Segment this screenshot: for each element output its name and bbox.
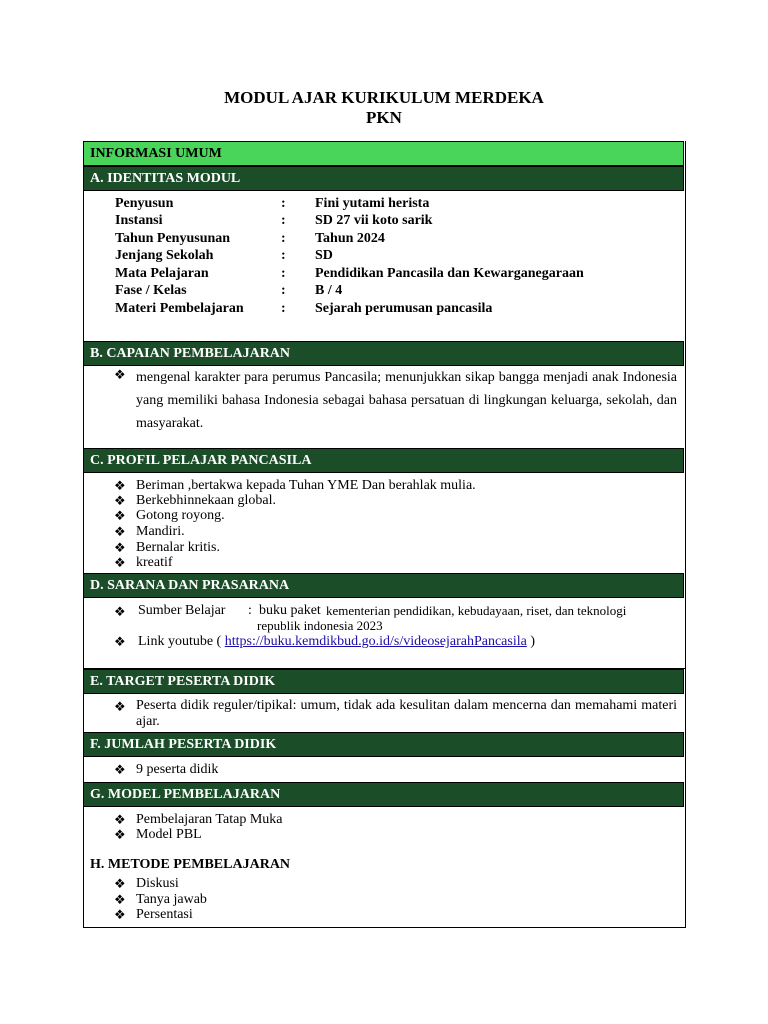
bullet-icon: ❖ (114, 762, 126, 777)
sumber-belajar-label: Sumber Belajar (138, 603, 226, 618)
identitas-separator: : (281, 301, 286, 316)
sumber-belajar-publisher: kementerian pendidikan, kebudayaan, riset, dan teknologi (326, 603, 627, 618)
list-item: Berkebhinnekaan global. (136, 493, 276, 508)
youtube-link[interactable]: https://buku.kemdikbud.go.id/s/videosejarahPancasila (224, 634, 527, 649)
capaian-text: mengenal karakter para perumus Pancasila; menunjukkan sikap bangga menjadi anak Indonesia yang memiliki bahasa Indonesia sebagai bahasa persatuan di lingkungan keluarga, sekolah, dan masyarakat. (136, 370, 677, 431)
youtube-link-suffix: ) (530, 634, 536, 649)
frame-bottom-border (83, 927, 686, 928)
bullet-icon: ❖ (114, 524, 126, 539)
section-header-informasi-umum: INFORMASI UMUM (83, 141, 684, 166)
identitas-label: Jenjang Sekolah (115, 248, 214, 263)
list-item: Diskusi (136, 876, 179, 891)
list-item: Beriman ,bertakwa kepada Tuhan YME Dan berahlak mulia. (136, 478, 476, 493)
youtube-link-prefix: Link youtube ( (138, 634, 222, 649)
bullet-icon: ❖ (114, 493, 126, 508)
list-item: Persentasi (136, 907, 193, 922)
section-header-capaian-pembelajaran: B. CAPAIAN PEMBELAJARAN (83, 341, 684, 366)
section-header-jumlah-peserta: F. JUMLAH PESERTA DIDIK (83, 732, 684, 757)
identitas-label: Materi Pembelajaran (115, 301, 244, 316)
identitas-value: B / 4 (315, 283, 343, 298)
identitas-label: Penyusun (115, 196, 174, 211)
list-item: Mandiri. (136, 524, 185, 539)
list-item: Tanya jawab (136, 892, 207, 907)
identitas-label: Tahun Penyusunan (115, 231, 231, 246)
identitas-separator: : (281, 283, 286, 298)
identitas-separator: : (281, 248, 286, 263)
bullet-icon: ❖ (114, 827, 126, 842)
bullet-icon: ❖ (114, 555, 126, 570)
bullet-icon: ❖ (114, 892, 126, 907)
bullet-icon: ❖ (114, 604, 126, 619)
bullet-icon: ❖ (114, 508, 126, 523)
sumber-belajar-value: buku paket (259, 603, 321, 618)
identitas-value: Tahun 2024 (315, 231, 385, 246)
identitas-label: Instansi (115, 213, 163, 228)
sumber-belajar-publisher-cont: republik indonesia 2023 (257, 618, 383, 633)
bullet-icon: ❖ (114, 634, 126, 649)
section-header-identitas-modul: A. IDENTITAS MODUL (83, 166, 684, 191)
identitas-value: SD 27 vii koto sarik (315, 213, 433, 228)
list-item: Bernalar kritis. (136, 540, 220, 555)
section-header-model-pembelajaran: G. MODEL PEMBELAJARAN (83, 782, 684, 807)
youtube-link-row (138, 634, 535, 650)
bullet-icon: ❖ (114, 540, 126, 555)
identitas-value: Fini yutami herista (315, 196, 430, 211)
section-header-target-peserta: E. TARGET PESERTA DIDIK (83, 669, 684, 694)
list-item: kreatif (136, 555, 173, 570)
sumber-belajar-separator: : (248, 603, 252, 618)
identitas-label: Fase / Kelas (115, 283, 187, 298)
target-text: Peserta didik reguler/tipikal: umum, tidak ada kesulitan dalam mencerna dan memahami materi ajar. (136, 698, 677, 729)
document-subtitle: PKN (366, 108, 402, 127)
identitas-separator: : (281, 231, 286, 246)
section-header-sarana-prasarana: D. SARANA DAN PRASARANA (83, 573, 684, 598)
identitas-separator: : (281, 266, 286, 281)
identitas-value: Sejarah perumusan pancasila (315, 301, 493, 316)
jumlah-text: 9 peserta didik (136, 762, 219, 777)
identitas-label: Mata Pelajaran (115, 266, 209, 281)
bullet-icon: ❖ (114, 699, 126, 714)
list-item: Gotong royong. (136, 508, 225, 523)
bullet-icon: ❖ (114, 812, 126, 827)
section-header-metode-pembelajaran: H. METODE PEMBELAJARAN (90, 857, 291, 872)
bullet-icon: ❖ (114, 876, 126, 891)
identitas-separator: : (281, 213, 286, 228)
bullet-icon: ❖ (114, 478, 126, 493)
identitas-separator: : (281, 196, 286, 211)
list-item: Pembelajaran Tatap Muka (136, 812, 283, 827)
section-header-profil-pelajar: C. PROFIL PELAJAR PANCASILA (83, 448, 684, 473)
document-title: MODUL AJAR KURIKULUM MERDEKA (224, 88, 544, 107)
identitas-value: SD (315, 248, 333, 263)
bullet-icon: ❖ (114, 367, 126, 382)
list-item: Model PBL (136, 827, 202, 842)
identitas-value: Pendidikan Pancasila dan Kewarganegaraan (315, 266, 584, 281)
bullet-icon: ❖ (114, 907, 126, 922)
